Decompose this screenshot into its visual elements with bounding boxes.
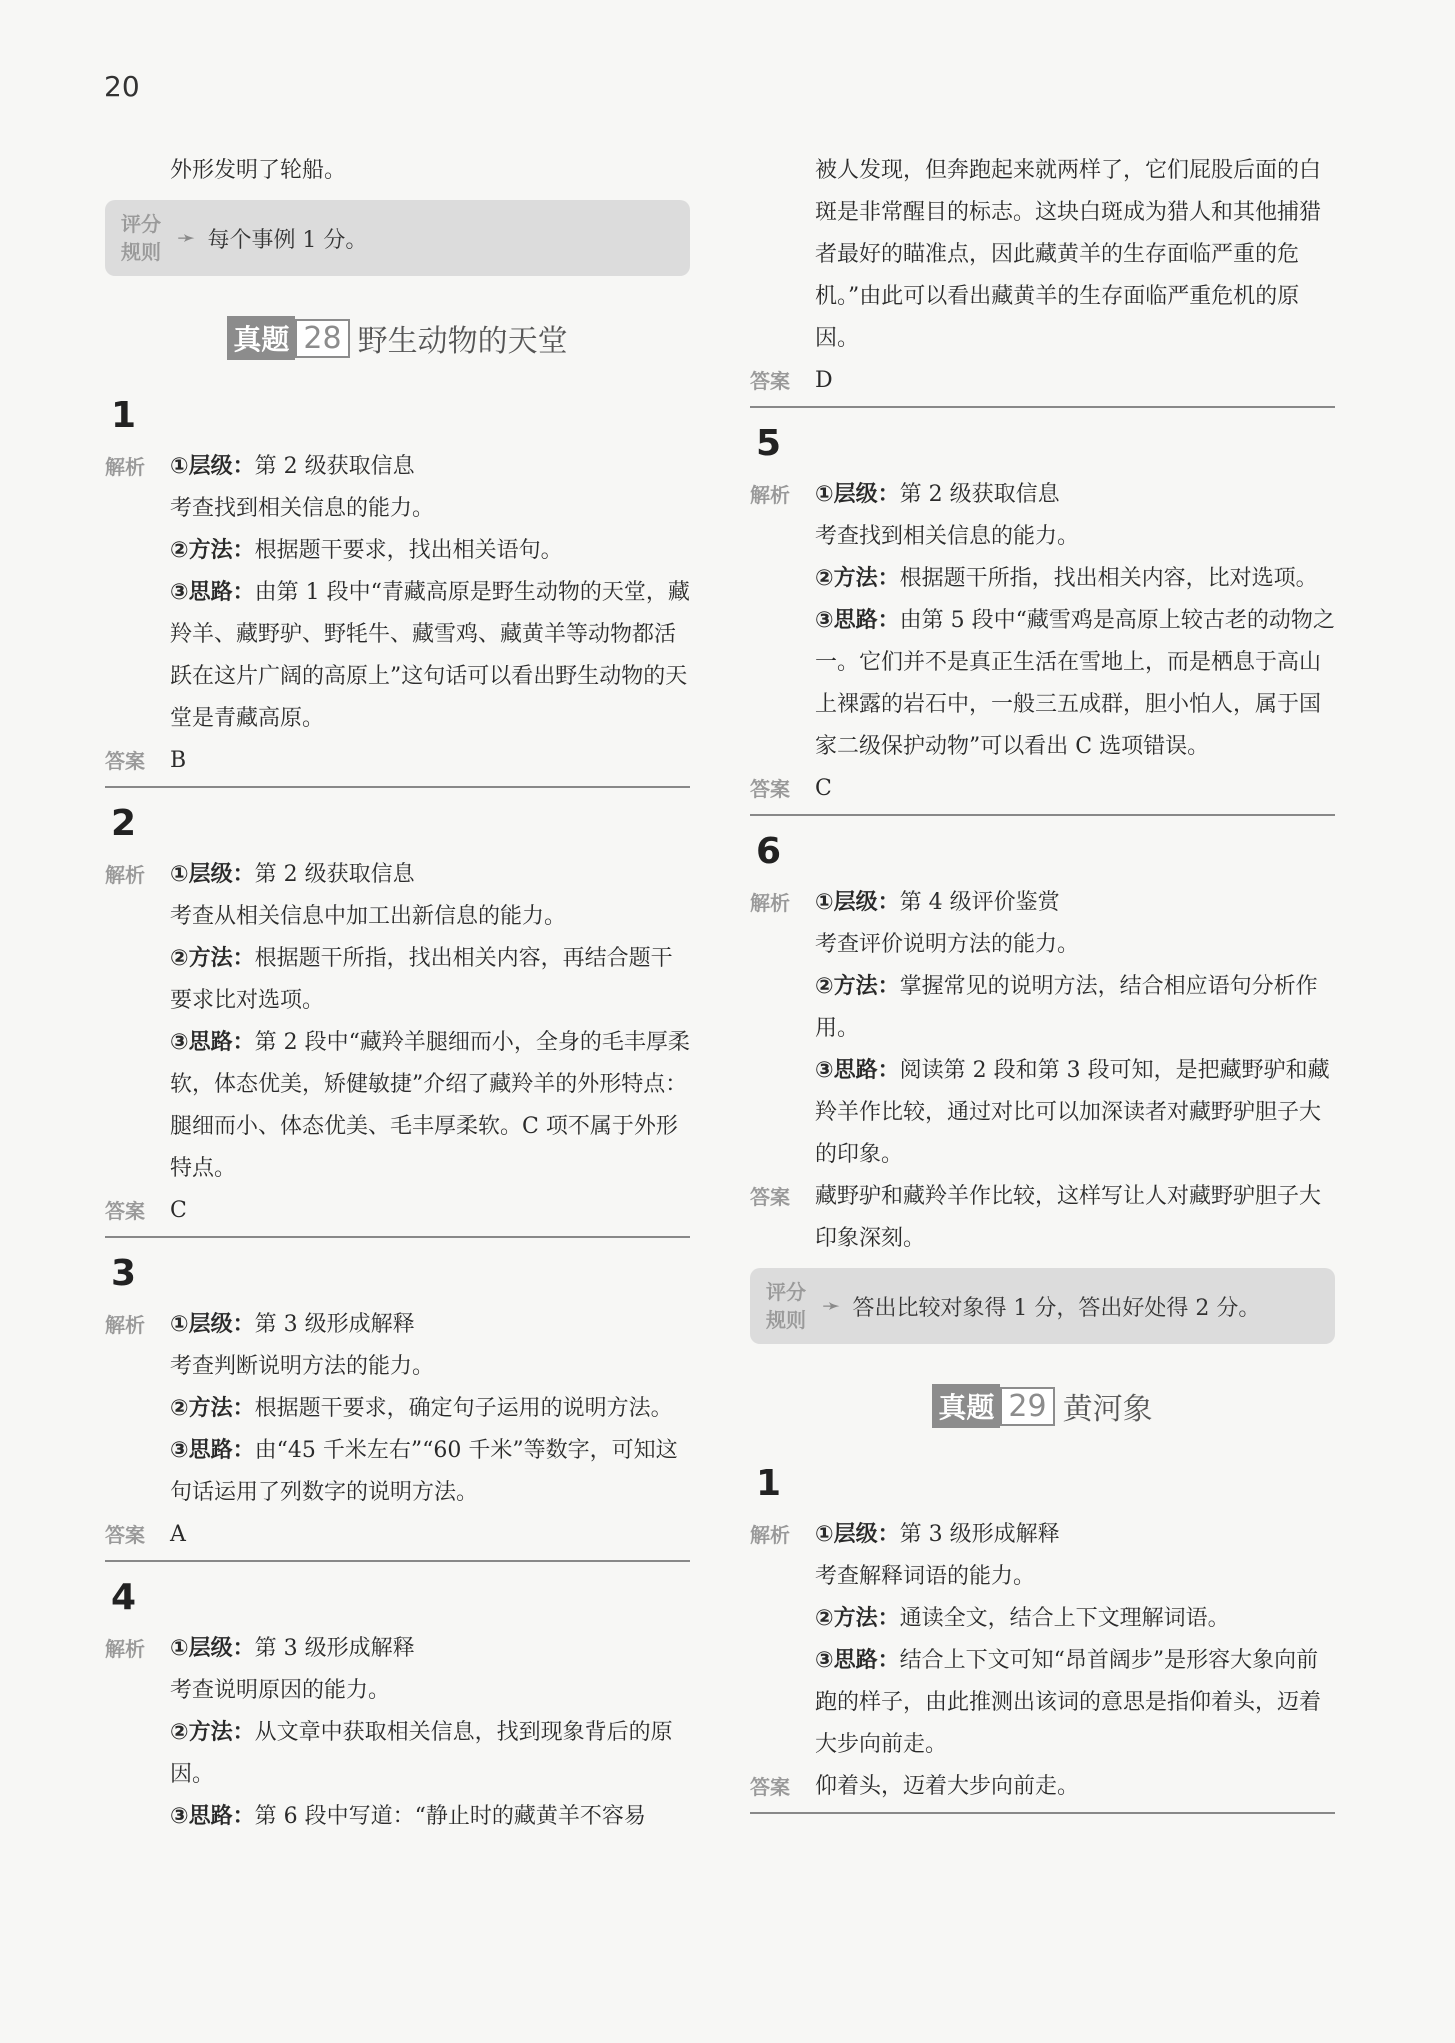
answer-value: C bbox=[815, 776, 832, 801]
answer-row bbox=[105, 740, 690, 788]
question-number: 1 bbox=[756, 1463, 782, 1504]
intro-text: 外形发明了轮船。 bbox=[170, 158, 347, 183]
answer-tag: 答案 bbox=[750, 369, 790, 393]
answer-tag: 答案 bbox=[105, 1199, 145, 1223]
arrow-right-icon: ➛ bbox=[822, 1293, 841, 1319]
answer-tag: 答案 bbox=[105, 1523, 145, 1547]
analysis-tag: 解析 bbox=[750, 1523, 790, 1547]
answer-row bbox=[105, 1514, 690, 1562]
question-number: 4 bbox=[111, 1577, 137, 1618]
question-number: 3 bbox=[111, 1253, 137, 1294]
scoring-rule-text: 每个事例 1 分。 bbox=[207, 227, 368, 253]
question-block: 6 解析 ①层级：第 4 级评价鉴赏 考查评价说明方法的能力。 ②方法：掌握常见的说明方法，结合相应语句分析作用。 ③思路：阅读第 2 段和第 3 段可知，是把藏野驴和藏羚羊作比较，通过对比可以加深读者对藏野驴胆子大的印象。 答案 藏野驴和藏羚羊作比较，这样写让人对藏野驴胆子大印象深刻。 bbox=[750, 826, 1335, 1260]
section-title-29 bbox=[750, 1384, 1335, 1428]
answer-value: 仰着头，迈着大步向前走。 bbox=[815, 1774, 1080, 1799]
page-number: 20 bbox=[104, 70, 140, 103]
answer-tag: 答案 bbox=[750, 1775, 790, 1799]
answer-value: D bbox=[815, 368, 833, 393]
answer-row bbox=[750, 1766, 1335, 1814]
section-tag: 真题 bbox=[932, 1384, 1000, 1428]
section-number: 28 bbox=[295, 319, 349, 358]
answer-value: A bbox=[170, 1522, 186, 1547]
question-block: 1 解析 ①层级：第 2 级获取信息 考查找到相关信息的能力。 ②方法：根据题干要求，找出相关语句。 ③思路：由第 1 段中“青藏高原是野生动物的天堂，藏羚羊、藏野驴、野牦牛、藏雪鸡、藏黄羊等动物都活跃在这片广阔的高原上”这句话可以看出野生动物的天堂是青藏高原。 答案 B bbox=[105, 390, 690, 788]
answer-tag: 答案 bbox=[750, 777, 790, 801]
answer-tag: 答案 bbox=[105, 749, 145, 773]
question-number: 1 bbox=[111, 395, 137, 436]
analysis-tag: 解析 bbox=[750, 483, 790, 507]
analysis-tag: 解析 bbox=[105, 863, 145, 887]
question-number: 5 bbox=[756, 423, 782, 464]
answer-row bbox=[750, 360, 1335, 408]
question-block: 2 解析 ①层级：第 2 级获取信息 考查从相关信息中加工出新信息的能力。 ②方法：根据题干所指，找出相关内容，再结合题干要求比对选项。 ③思路：第 2 段中“藏羚羊腿细而小，全身的毛丰厚柔软，体态优美，矫健敏捷”介绍了藏羚羊的外形特点：腿细而小、体态优美、毛丰厚柔软。C 项不属于外形特点。 答案 C bbox=[105, 798, 690, 1238]
answer-tag: 答案 bbox=[750, 1185, 790, 1209]
answer-row bbox=[750, 768, 1335, 816]
question-block: 5 解析 ①层级：第 2 级获取信息 考查找到相关信息的能力。 ②方法：根据题干所指，找出相关内容，比对选项。 ③思路：由第 5 段中“藏雪鸡是高原上较古老的动物之一。它们并不是真正生活在雪地上，而是栖息于高山上裸露的岩石中，一般三五成群，胆小怕人，属于国家二级保护动物”可以看出 C 选项错误。 答案 C bbox=[750, 418, 1335, 816]
answer-row bbox=[105, 1190, 690, 1238]
right-column bbox=[750, 150, 1335, 1824]
analysis-tag: 解析 bbox=[105, 455, 145, 479]
scoring-rule-tag: 评分 规则 bbox=[121, 212, 161, 264]
question-number: 2 bbox=[111, 803, 137, 844]
question-block: 4 解析 ①层级：第 3 级形成解释 考查说明原因的能力。 ②方法：从文章中获取相关信息，找到现象背后的原因。 ③思路：第 6 段中写道：“静止时的藏黄羊不容易 bbox=[105, 1572, 690, 1838]
answer-value: 藏野驴和藏羚羊作比较，这样写让人对藏野驴胆子大印象深刻。 bbox=[815, 1184, 1322, 1251]
arrow-right-icon: ➛ bbox=[177, 225, 196, 251]
question-number: 6 bbox=[756, 831, 782, 872]
left-column bbox=[105, 150, 690, 1838]
section-tag: 真题 bbox=[227, 316, 295, 360]
continued-text: 被人发现，但奔跑起来就两样了，它们屁股后面的白斑是非常醒目的标志。这块白斑成为猎人和其他捕猎者最好的瞄准点，因此藏黄羊的生存面临严重的危机。”由此可以看出藏黄羊的生存面临严重危机的原因。 bbox=[815, 158, 1322, 351]
section-name: 黄河象 bbox=[1062, 1392, 1153, 1427]
analysis-tag: 解析 bbox=[105, 1637, 145, 1661]
section-title-28 bbox=[105, 316, 690, 360]
scoring-rule-box bbox=[750, 1268, 1335, 1344]
section-name: 野生动物的天堂 bbox=[357, 324, 568, 359]
section-number: 29 bbox=[1000, 1387, 1054, 1426]
analysis-tag: 解析 bbox=[105, 1313, 145, 1337]
answer-row bbox=[750, 1176, 1335, 1260]
analysis-tag: 解析 bbox=[750, 891, 790, 915]
scoring-rule-box bbox=[105, 200, 690, 276]
answer-value: C bbox=[170, 1198, 187, 1223]
answer-value: B bbox=[170, 748, 187, 773]
question-block: 1 解析 ①层级：第 3 级形成解释 考查解释词语的能力。 ②方法：通读全文，结合上下文理解词语。 ③思路：结合上下文可知“昂首阔步”是形容大象向前跑的样子，由此推测出该词的意思是指仰着头，迈着大步向前走。 答案 仰着头，迈着大步向前走。 bbox=[750, 1458, 1335, 1814]
scoring-rule-tag: 评分 规则 bbox=[766, 1280, 806, 1332]
scoring-rule-text: 答出比较对象得 1 分，答出好处得 2 分。 bbox=[852, 1295, 1261, 1321]
question-block: 3 解析 ①层级：第 3 级形成解释 考查判断说明方法的能力。 ②方法：根据题干要求，确定句子运用的说明方法。 ③思路：由“45 千米左右”“60 千米”等数字，可知这句话运用了列数字的说明方法。 答案 A bbox=[105, 1248, 690, 1562]
